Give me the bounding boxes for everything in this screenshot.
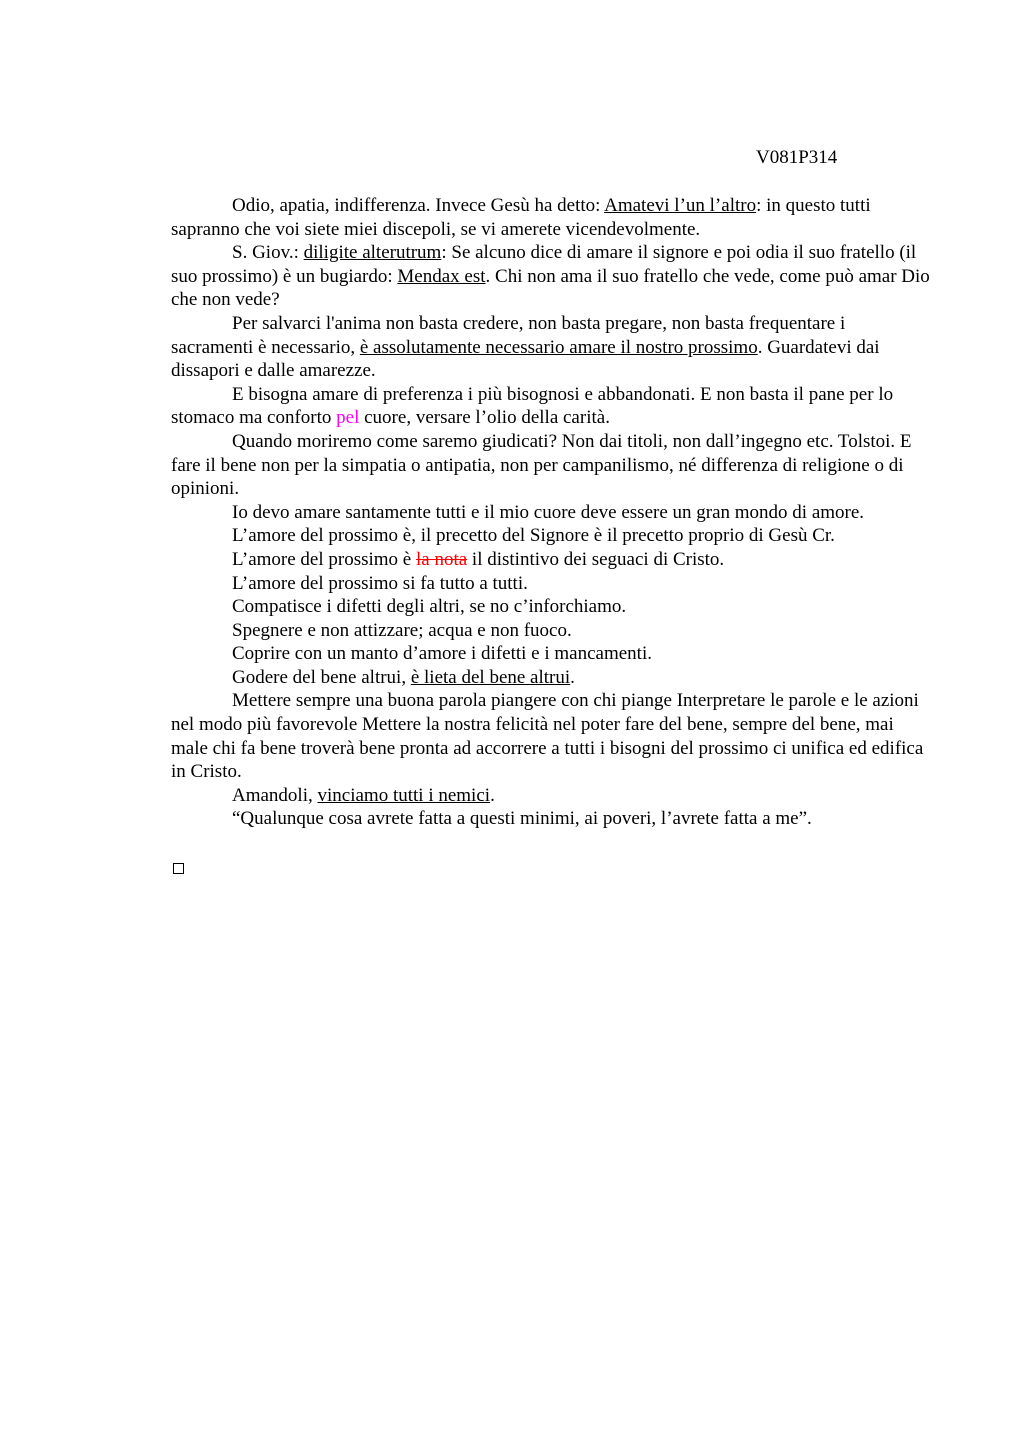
page-identifier: V081P314 <box>756 147 838 168</box>
underlined-emphasis: è assolutamente necessario amare il nostro prossimo <box>359 336 758 358</box>
paragraph-13 <box>171 666 931 690</box>
text: Amandoli, <box>232 784 318 806</box>
text: . <box>570 666 575 688</box>
text: : Se alcuno dice di amare il signore e poi odia il suo fratello (il suo prossimo) è un bugiardo: <box>171 242 917 287</box>
paragraph-5: Quando moriremo come saremo giudicati? Non dai titoli, non dall’ingegno etc. Tolstoi. E fare il bene non per la simpatia o antipatia, non per campanilismo, né differenza di religione o di opinioni. <box>171 430 912 500</box>
text: cuore, versare l’olio della carità. <box>359 407 610 429</box>
text: L’amore del prossimo è <box>232 548 416 570</box>
text: . Chi non ama il suo fratello che vede, come può amar Dio che non vede? <box>171 265 930 311</box>
text: . <box>490 784 495 806</box>
paragraph-4 <box>171 383 931 430</box>
document-body <box>171 194 931 831</box>
paragraph-7: L’amore del prossimo è, il precetto del Signore è il precetto proprio di Gesù Cr. <box>232 525 835 547</box>
paragraph-12: Coprire con un manto d’amore i difetti e i mancamenti. <box>232 643 652 665</box>
paragraph-14: Mettere sempre una buona parola piangere con chi piange Interpretare le parole e le azioni nel modo più favorevole Mettere la nostra felicità nel poter fare del bene, sempre del bene, mai male chi fa bene troverà bene pronta ad accorrere a tutti i bisogni del prossimo ci unifica ed edifica in Cristo. <box>171 690 924 783</box>
paragraph-10: Compatisce i difetti degli altri, se no c’inforchiamo. <box>232 596 627 618</box>
paragraph-1 <box>171 194 931 241</box>
text: : in questo tutti sapranno che voi siete miei discepoli, se vi amerete vicendevolmente. <box>171 195 871 240</box>
empty-square-icon <box>173 863 184 874</box>
paragraph-9: L’amore del prossimo si fa tutto a tutti. <box>232 572 528 594</box>
highlighted-word: pel <box>336 407 360 429</box>
underlined-emphasis: è lieta del bene altrui <box>410 666 571 688</box>
text: . Guardatevi dai dissapori e dalle amarezze. <box>171 336 880 382</box>
underlined-quote: Amatevi l’un l’altro <box>604 195 757 216</box>
struck-text: la nota <box>415 548 468 570</box>
text: Odio, apatia, indifferenza. Invece Gesù ha detto: <box>232 195 605 216</box>
text: E bisogna amare di preferenza i più bisognosi e abbandonati. E non basta il pane per lo stomaco ma conforto <box>171 383 894 429</box>
paragraph-3 <box>171 312 931 383</box>
text: il distintivo dei seguaci di Cristo. <box>467 548 725 570</box>
underlined-latin: diligite alterutrum <box>303 242 442 264</box>
text: Per salvarci l'anima non basta credere, non basta pregare, non basta frequentare i sacramenti è necessario, <box>171 312 846 358</box>
paragraph-16: “Qualunque cosa avrete fatta a questi minimi, ai poveri, l’avrete fatta a me”. <box>232 808 812 830</box>
paragraph-6: Io devo amare santamente tutti e il mio cuore deve essere un gran mondo di amore. <box>232 501 865 523</box>
paragraph-15 <box>171 784 931 808</box>
paragraph-2 <box>171 241 931 312</box>
text: S. Giov.: <box>232 242 304 264</box>
paragraph-8 <box>171 548 931 572</box>
underlined-latin: Mendax est <box>397 265 486 287</box>
paragraph-11: Spegnere e non attizzare; acqua e non fuoco. <box>232 619 572 641</box>
text: Godere del bene altrui, <box>232 666 411 688</box>
underlined-emphasis: vinciamo tutti i nemici <box>317 784 491 806</box>
